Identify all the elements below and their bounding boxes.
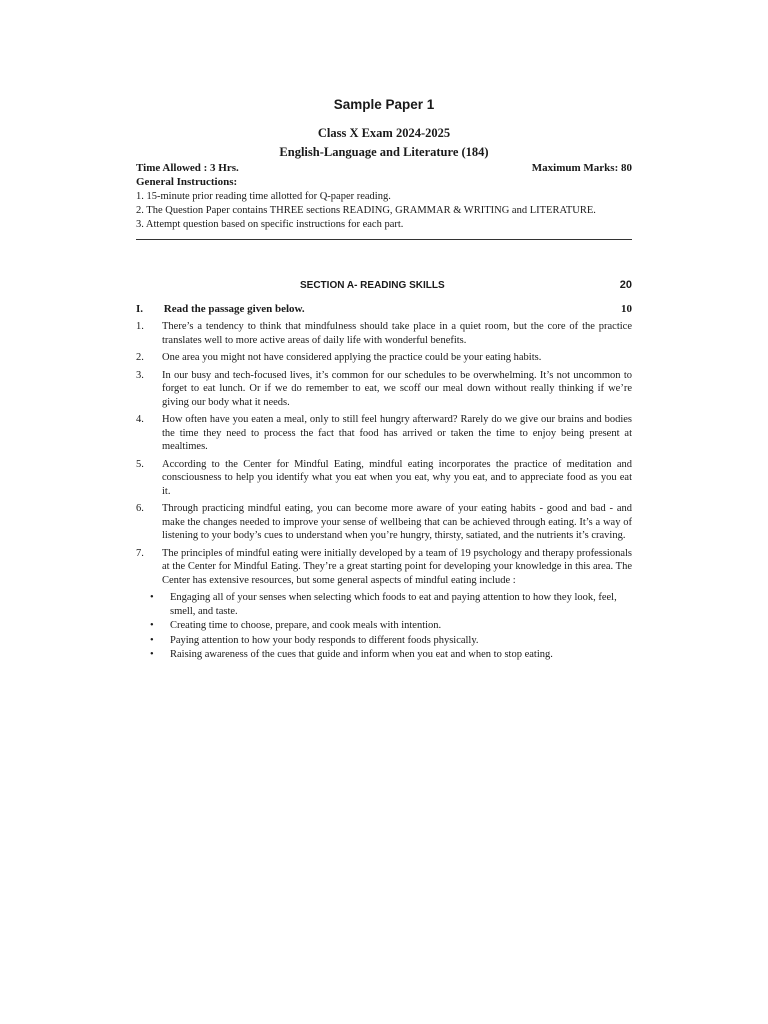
bullet-icon: •	[150, 634, 154, 646]
page-title: Sample Paper 1	[333, 97, 435, 112]
paragraph-text: The principles of mindful eating were initially developed by a team of 19 psychology and therapy professionals at the Center for Mindful Eating. They’re a great starting point for developing your knowledge in this area. The Center has extensive resources, but some general aspects of mindful eating include :	[162, 547, 632, 586]
paragraph	[136, 502, 632, 543]
bullet-text: Paying attention to how your body responds to different foods physically.	[170, 634, 479, 646]
bullet-icon: •	[150, 649, 154, 660]
paragraph-text: There’s a tendency to think that mindfulness should take place in a quiet room, but the core of the practice translates well to more active areas of daily life with wonderful benefits.	[162, 321, 632, 346]
question-prompt-group	[136, 303, 305, 315]
paragraph	[136, 369, 632, 410]
paragraph-text: In our busy and tech-focused lives, it’s common for our schedules to be overwhelming. It’s not uncommon to forget to eat lunch. Or if we do remember to eat, we scoff our meal down without really thinking if we’re giving our body what it needs.	[162, 369, 632, 408]
paragraph	[136, 547, 632, 588]
paragraph	[136, 458, 632, 499]
list-item	[150, 648, 632, 662]
paragraph-number: 3.	[136, 369, 144, 381]
instruction-item: 2. The Question Paper contains THREE sections READING, GRAMMAR & WRITING and LITERATURE.	[136, 205, 596, 216]
paragraph	[136, 320, 632, 347]
question-number: I.	[136, 303, 144, 315]
paragraph	[136, 351, 632, 365]
question-prompt: Read the passage given below.	[163, 303, 305, 315]
paragraph-number: 4.	[136, 414, 144, 425]
bullet-list	[150, 591, 632, 662]
bullet-text: Raising awareness of the cues that guide and inform when you eat and when to stop eating.	[170, 649, 553, 660]
instruction-item: 3. Attempt question based on specific instructions for each part.	[136, 219, 404, 230]
paragraph-text: One area you might not have considered applying the practice could be your eating habits.	[162, 352, 542, 363]
divider	[136, 239, 632, 240]
meta-row	[136, 162, 632, 174]
paragraph-text: According to the Center for Mindful Eating, mindful eating incorporates the practice of meditation and consciousness to help you identify what you eat when you eat, why you eat, and to appreciate food as you eat it.	[162, 458, 632, 497]
paragraph-number: 1.	[136, 321, 144, 332]
instruction-item: 1. 15-minute prior reading time allotted for Q-paper reading.	[136, 191, 391, 202]
paragraph-text: How often have you eaten a meal, only to still feel hungry afterward? Rarely do we give our brains and bodies the time they need to process the fact that food has arrived or taken the time to enjoy being present at mealtimes.	[162, 414, 632, 452]
paragraph-text: Through practicing mindful eating, you can become more aware of your eating habits - good and bad - and make the changes needed to improve your sense of wellbeing that can be achieved through eating. It’s a way of listening to your body’s cues to understand when you’re hungry, thirsty, satiated, and the nutrients it’s craving.	[162, 503, 632, 541]
exam-title: Class X Exam 2024-2025	[317, 126, 451, 140]
maximum-marks: Maximum Marks: 80	[531, 162, 632, 174]
paragraph-number: 2.	[136, 352, 144, 363]
section-heading	[136, 279, 632, 291]
bullet-text: Engaging all of your senses when selecting which foods to eat and paying attention to how they look, feel, smell, and taste.	[170, 592, 617, 617]
paragraph-number: 7.	[136, 547, 144, 559]
list-item	[150, 634, 632, 648]
list-item	[150, 619, 632, 633]
question-heading	[136, 303, 632, 315]
bullet-icon: •	[150, 620, 154, 631]
paragraph-number: 6.	[136, 503, 144, 514]
passage	[136, 320, 632, 663]
paragraph-number: 5.	[136, 458, 144, 470]
list-item	[150, 591, 632, 618]
subject-title: English-Language and Literature (184)	[279, 145, 489, 159]
general-instructions-label: General Instructions:	[136, 176, 238, 188]
section-marks: 20	[619, 279, 632, 291]
time-allowed: Time Allowed : 3 Hrs.	[136, 162, 239, 174]
bullet-text: Creating time to choose, prepare, and cook meals with intention.	[170, 620, 442, 631]
paragraph	[136, 413, 632, 454]
bullet-icon: •	[150, 592, 154, 603]
instructions-list	[136, 190, 636, 232]
section-title: SECTION A- READING SKILLS	[300, 280, 445, 291]
question-marks: 10	[621, 303, 632, 315]
